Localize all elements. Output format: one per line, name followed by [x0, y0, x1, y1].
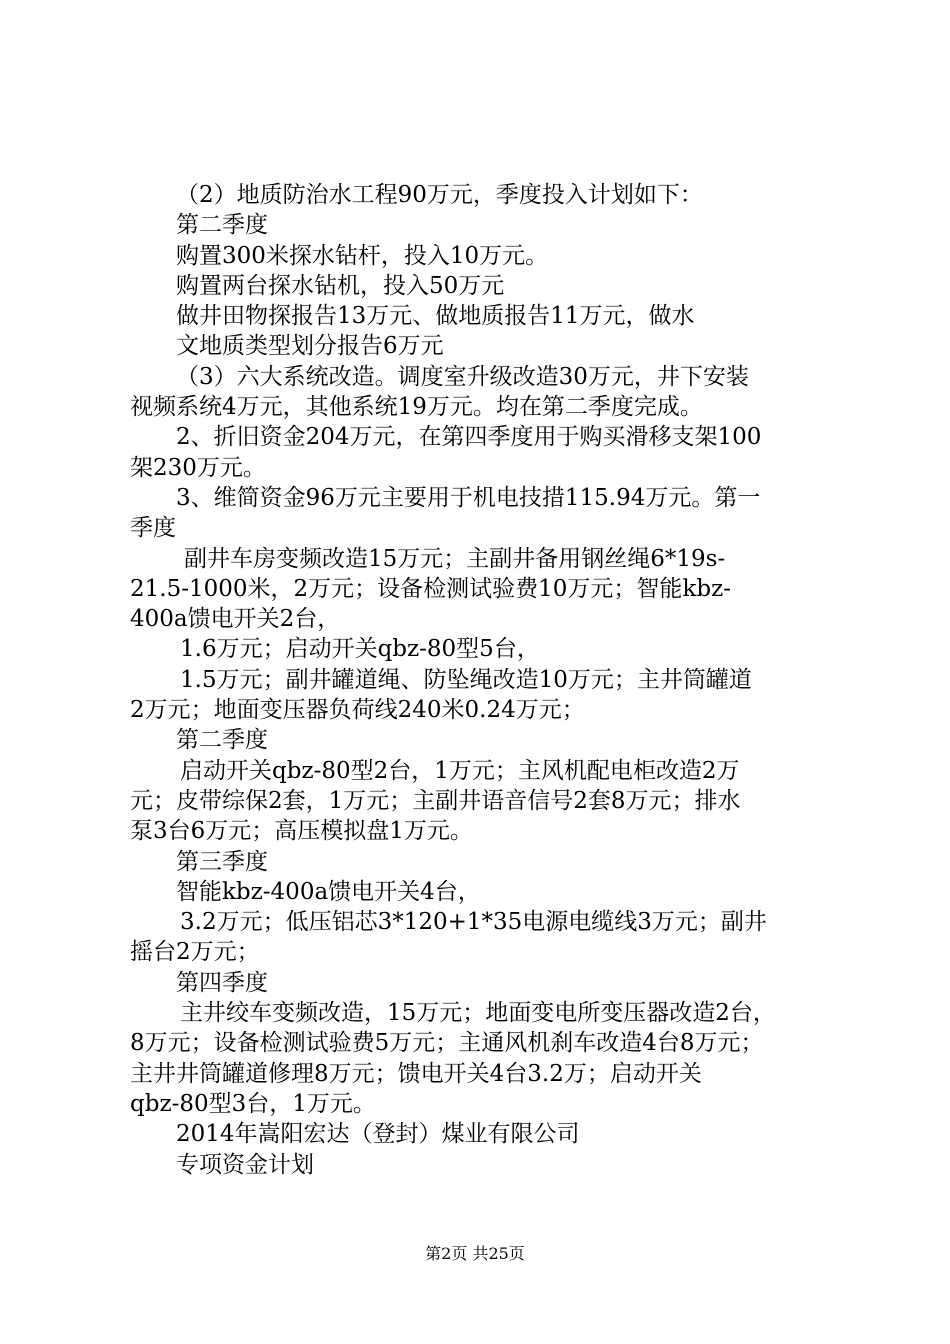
text-line-15: 400a馈电开关2台，	[130, 606, 341, 633]
text-line-2: 第二季度	[176, 212, 268, 239]
text-line-7: （3）六大系统改造。调度室升级改造30万元，井下安装	[176, 363, 749, 390]
text-line-14: 21.5-1000米，2万元；设备检测试验费10万元；智能kbz-	[130, 575, 731, 602]
text-line-13: 副井车房变频改造15万元；主副井备用钢丝绳6*19s-	[184, 545, 726, 572]
text-line-8: 视频系统4万元，其他系统19万元。均在第二季度完成。	[130, 394, 703, 421]
text-line-32: 2014年嵩阳宏达（登封）煤业有限公司	[176, 1121, 580, 1148]
text-line-27: 第四季度	[176, 969, 268, 996]
text-line-4: 购置两台探水钻机，投入50万元	[176, 272, 505, 299]
text-line-3: 购置300米探水钻杆，投入10万元。	[176, 242, 549, 269]
text-line-29: 8万元；设备检测试验费5万元；主通风机刹车改造4台8万元；	[130, 1030, 764, 1057]
text-line-31: qbz-80型3台，1万元。	[130, 1090, 376, 1117]
text-line-9: 2、折旧资金204万元，在第四季度用于购买滑移支架100	[176, 424, 762, 451]
text-line-19: 第二季度	[176, 727, 268, 754]
text-line-28: 主井绞车变频改造，15万元；地面变电所变压器改造2台，	[180, 1000, 776, 1027]
page-number-footer: 第2页 共25页	[425, 1244, 525, 1263]
text-line-22: 泵3台6万元；高压模拟盘1万元。	[130, 818, 473, 845]
text-line-11: 3、维简资金96万元主要用于机电技措115.94万元。第一	[176, 484, 761, 511]
text-line-21: 元；皮带综保2套，1万元；主副井语音信号2套8万元；排水	[130, 787, 741, 814]
text-line-18: 2万元；地面变压器负荷线240米0.24万元；	[130, 697, 585, 724]
text-line-25: 3.2万元；低压铝芯3*120+1*35电源电缆线3万元；副井	[180, 909, 767, 936]
text-line-1: （2）地质防治水工程90万元，季度投入计划如下：	[176, 182, 703, 208]
text-line-20: 启动开关qbz-80型2台，1万元；主风机配电柜改造2万	[180, 757, 740, 784]
text-line-30: 主井井筒罐道修理8万元；馈电开关4台3.2万；启动开关	[130, 1060, 702, 1087]
text-line-23: 第三季度	[176, 848, 268, 875]
text-line-17: 1.5万元；副井罐道绳、防坠绳改造10万元；主井筒罐道	[180, 666, 752, 693]
text-line-33: 专项资金计划	[176, 1151, 314, 1178]
text-line-6: 文地质类型划分报告6万元	[176, 333, 444, 360]
text-line-10: 架230万元。	[130, 454, 266, 481]
text-line-26: 摇台2万元；	[130, 939, 260, 966]
text-line-16: 1.6万元；启动开关qbz-80型5台，	[180, 636, 540, 663]
text-line-5: 做井田物探报告13万元、做地质报告11万元，做水	[176, 303, 695, 330]
text-line-24: 智能kbz-400a馈电开关4台，	[176, 878, 481, 905]
text-line-12: 季度	[130, 515, 176, 542]
document-body	[130, 180, 835, 1180]
